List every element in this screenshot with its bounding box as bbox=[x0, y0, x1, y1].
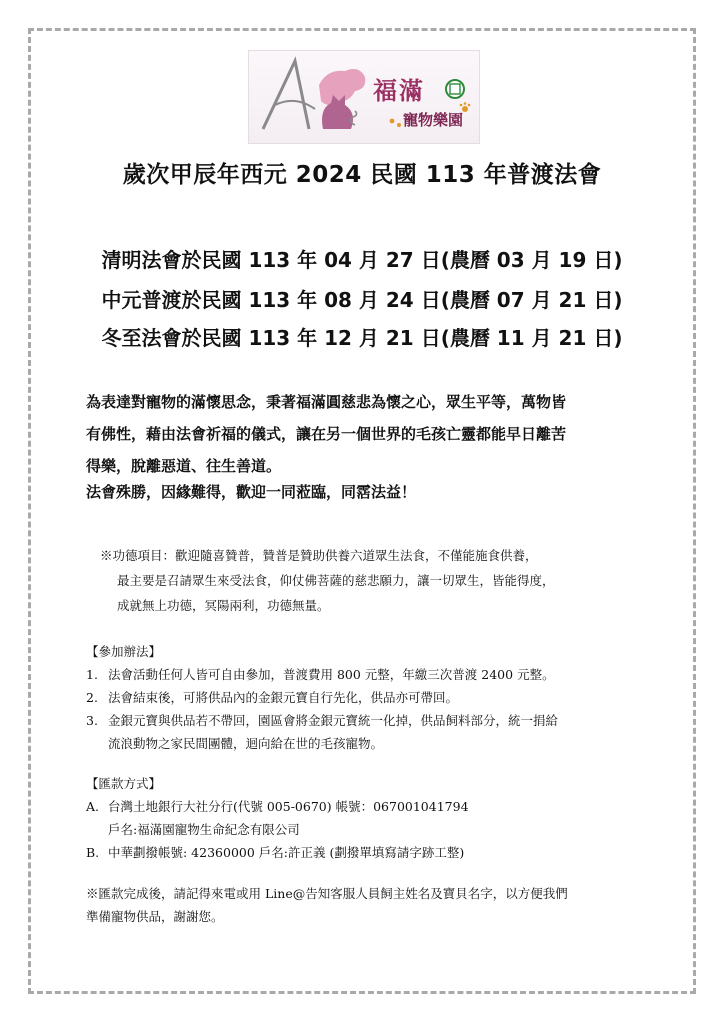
note-line: ※匯款完成後，請記得來電或用 Line@告知客服人員飼主姓名及寶貝名字，以方便我們 bbox=[86, 886, 568, 901]
intro-line: 得樂，脫離惡道、往生善道。 bbox=[86, 457, 282, 475]
item-text: 金銀元寶與供品若不帶回，園區會將金銀元寶統一化掉，供品飼料部分，統一捐給 bbox=[108, 713, 559, 728]
merit-line: 成就無上功德，冥陽兩利，功德無量。 bbox=[117, 598, 330, 613]
closing-note bbox=[86, 882, 646, 928]
item-number: 1. bbox=[86, 667, 98, 682]
brand-logo bbox=[248, 50, 480, 144]
remittance-heading: 【匯款方式】 bbox=[86, 776, 162, 791]
postal-transfer-account: 中華劃撥帳號: 42360000 戶名:許正義 (劃撥單填寫請字跡工整) bbox=[108, 845, 465, 860]
list-item bbox=[86, 841, 646, 864]
item-number: A. bbox=[86, 799, 100, 814]
merit-line: 最主要是召請眾生來受法食，仰仗佛菩薩的慈悲願力，讓一切眾生，皆能得度， bbox=[117, 573, 555, 588]
date-qingming: 清明法會於民國 113 年 04 月 27 日(農曆 03 月 19 日) bbox=[101, 248, 623, 272]
date-zhongyuan: 中元普渡於民國 113 年 08 月 24 日(農曆 07 月 21 日) bbox=[101, 288, 623, 312]
item-number: 3. bbox=[86, 713, 98, 728]
item-text: 法會活動任何人皆可自由參加，普渡費用 800 元整，年繳三次普渡 2400 元整。 bbox=[108, 667, 555, 682]
list-item bbox=[86, 795, 646, 818]
participation-heading: 【參加辦法】 bbox=[86, 644, 162, 659]
list-item bbox=[86, 686, 646, 709]
logo-text-main: 福滿 bbox=[373, 76, 425, 105]
intro-closing: 法會殊勝，因緣難得，歡迎一同蒞臨，同霑法益！ bbox=[86, 483, 417, 501]
intro-line: 為表達對寵物的滿懷思念，秉著福滿圓慈悲為懷之心，眾生平等，萬物皆 bbox=[86, 393, 567, 411]
remittance-section bbox=[86, 772, 646, 864]
logo-text-sub: 寵物樂園 bbox=[403, 111, 464, 129]
participation-section bbox=[86, 640, 646, 755]
merit-note bbox=[100, 543, 640, 618]
intro-line: 有佛性，藉由法會祈福的儀式，讓在另一個世界的毛孩亡靈都能早日離苦 bbox=[86, 425, 567, 443]
item-text-continued: 流浪動物之家民間團體，迴向給在世的毛孩寵物。 bbox=[108, 736, 384, 751]
note-line: 準備寵物供品，謝謝您。 bbox=[86, 909, 224, 924]
list-item bbox=[86, 709, 646, 732]
list-item bbox=[86, 663, 646, 686]
page-title: 歲次甲辰年西元 2024 民國 113 年普渡法會 bbox=[122, 162, 602, 188]
item-text: 法會結束後，可將供品內的金銀元寶自行先化，供品亦可帶回。 bbox=[108, 690, 459, 705]
item-number: 2. bbox=[86, 690, 98, 705]
date-dongzhi: 冬至法會於民國 113 年 12 月 21 日(農曆 11 月 21 日) bbox=[101, 326, 623, 350]
bank-account: 台灣土地銀行大社分行(代號 005-0670) 帳號：067001041794 bbox=[108, 799, 469, 814]
account-holder: 戶名:福滿園寵物生命紀念有限公司 bbox=[108, 822, 300, 837]
item-number: B. bbox=[86, 845, 100, 860]
merit-line: ※功德項目：歡迎隨喜贊普，贊普是贊助供養六道眾生法食，不僅能施食供養， bbox=[100, 548, 538, 563]
intro-paragraph bbox=[86, 386, 646, 482]
